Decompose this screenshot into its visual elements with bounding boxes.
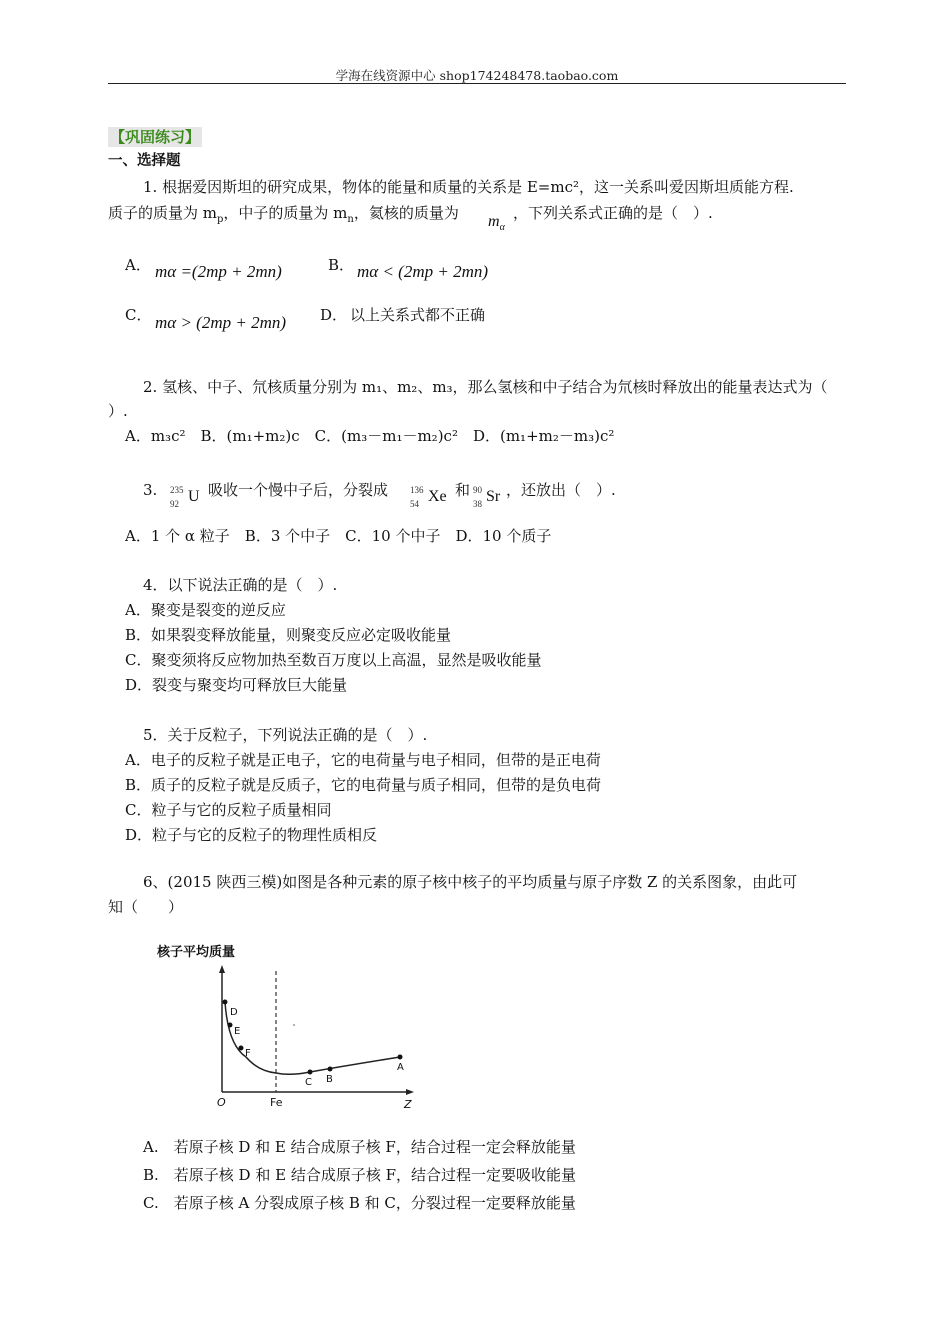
section-heading: 一、选择题 (108, 153, 181, 169)
y-axis-arrow (219, 965, 225, 973)
point-c (308, 1070, 313, 1075)
label-b: B (326, 1074, 333, 1085)
label-e: E (234, 1026, 241, 1037)
q5-option-c: C．粒子与它的反粒子质量相同 (125, 801, 332, 819)
q3-text2: 和 (455, 481, 471, 499)
binding-energy-figure (150, 935, 440, 1115)
header-divider (108, 83, 846, 84)
q4-option-b: B．如果裂变释放能量，则聚变反应必定吸收能量 (125, 626, 452, 644)
q1-option-b-label: B． (328, 256, 355, 274)
q4-option-c: C．聚变须将反应物加热至数百万度以上高温，显然是吸收能量 (125, 651, 542, 669)
label-a: A (397, 1062, 404, 1073)
q6-option-c: C. 若原子核 A 分裂成原子核 B 和 C，分裂过程一定要释放能量 (143, 1194, 576, 1212)
q3-text1: 吸收一个慢中子后，分裂成 (208, 481, 389, 499)
section-tag: 【巩固练习】 (110, 128, 201, 146)
q2-stem-line2: ）. (108, 402, 128, 420)
q5-option-d: D．粒子与它的反粒子的物理性质相反 (125, 826, 378, 844)
label-f: F (245, 1048, 251, 1059)
q6-option-b: B. 若原子核 D 和 E 结合成原子核 F，结合过程一定要吸收能量 (143, 1166, 577, 1184)
q1-stem-line1: 1. 根据爱因斯坦的研究成果，物体的能量和质量的关系是 E=mc²，这一关系叫爱因斯坦质能方程. (143, 178, 794, 196)
label-d: D (230, 1007, 238, 1018)
q1-stem-line2-end: ，下列关系式正确的是（ ）. (513, 204, 713, 222)
origin-label: O (217, 1096, 226, 1109)
average-mass-curve (225, 1002, 400, 1074)
q1-option-d-text: 以上关系式都不正确 (350, 306, 486, 324)
q2-stem-line1: 2. 氢核、中子、氘核质量分别为 m₁、m₂、m₃，那么氢核和中子结合为氘核时释放出的能量表达式为（ (143, 378, 828, 396)
x-axis-arrow (406, 1089, 414, 1095)
nuclide-xe136: 136 54 Xe (410, 485, 447, 509)
fe-label: Fe (270, 1096, 283, 1109)
q1-m-alpha: $m_\alpha$ (488, 213, 505, 233)
label-c: C (305, 1077, 312, 1088)
q4-option-d: D．裂变与聚变均可释放巨大能量 (125, 676, 348, 694)
point-a (398, 1055, 403, 1060)
point-e (228, 1023, 233, 1028)
q3-options: A．1 个 α 粒子 B．3 个中子 C．10 个中子 D．10 个质子 (125, 527, 552, 545)
q5-option-a: A．电子的反粒子就是正电子，它的电荷量与电子相同，但带的是正电荷 (125, 751, 601, 769)
point-f (239, 1046, 244, 1051)
q5-stem: 5．关于反粒子，下列说法正确的是（ ）. (143, 726, 428, 744)
nuclide-u235: 235 92 U (170, 485, 200, 509)
q3-number: 3. (143, 481, 158, 499)
q6-stem-line1: 6、(2015 陕西三模)如图是各种元素的原子核中核子的平均质量与原子序数 Z 的关系图象，由此可 (143, 873, 798, 891)
q3-text3: ，还放出（ ）. (506, 481, 616, 499)
x-axis-label: Z (404, 1098, 412, 1111)
speck (293, 1024, 295, 1026)
point-d (223, 1000, 228, 1005)
q1-option-d-label: D． (320, 306, 348, 324)
q1-option-c-label: C． (125, 306, 152, 324)
q5-option-b: B．质子的反粒子就是反质子，它的电荷量与质子相同，但带的是负电荷 (125, 776, 602, 794)
q6-stem-line2: 知（ ） (108, 898, 184, 916)
q1-option-c-formula: mα > (2mp + 2mn) (155, 313, 287, 332)
q1-option-a-label: A． (125, 256, 151, 274)
q1-option-b-formula: mα < (2mp + 2mn) (357, 262, 489, 281)
nuclide-sr90: 90 38 Sr (473, 485, 501, 509)
point-b (328, 1067, 333, 1072)
q1-option-a-formula: mα =(2mp + 2mn) (155, 262, 282, 281)
q4-option-a: A．聚变是裂变的逆反应 (125, 601, 286, 619)
q2-options: A．m₃c² B．(m₁+m₂)c C．(m₃－m₁－m₂)c² D．(m₁+m₂－m₃)c² (125, 427, 615, 445)
q1-stem-line2: 质子的质量为 $m_p$，中子的质量为 $m_n$，氦核的质量为 (108, 204, 459, 225)
q6-option-a: A. 若原子核 D 和 E 结合成原子核 F，结合过程一定会释放能量 (143, 1138, 576, 1156)
page-header: 学海在线资源中心 shop174248478.taobao.com (335, 68, 619, 83)
q4-stem: 4．以下说法正确的是（ ）. (143, 576, 338, 594)
figure-y-axis-title: 核子平均质量 (157, 945, 236, 960)
